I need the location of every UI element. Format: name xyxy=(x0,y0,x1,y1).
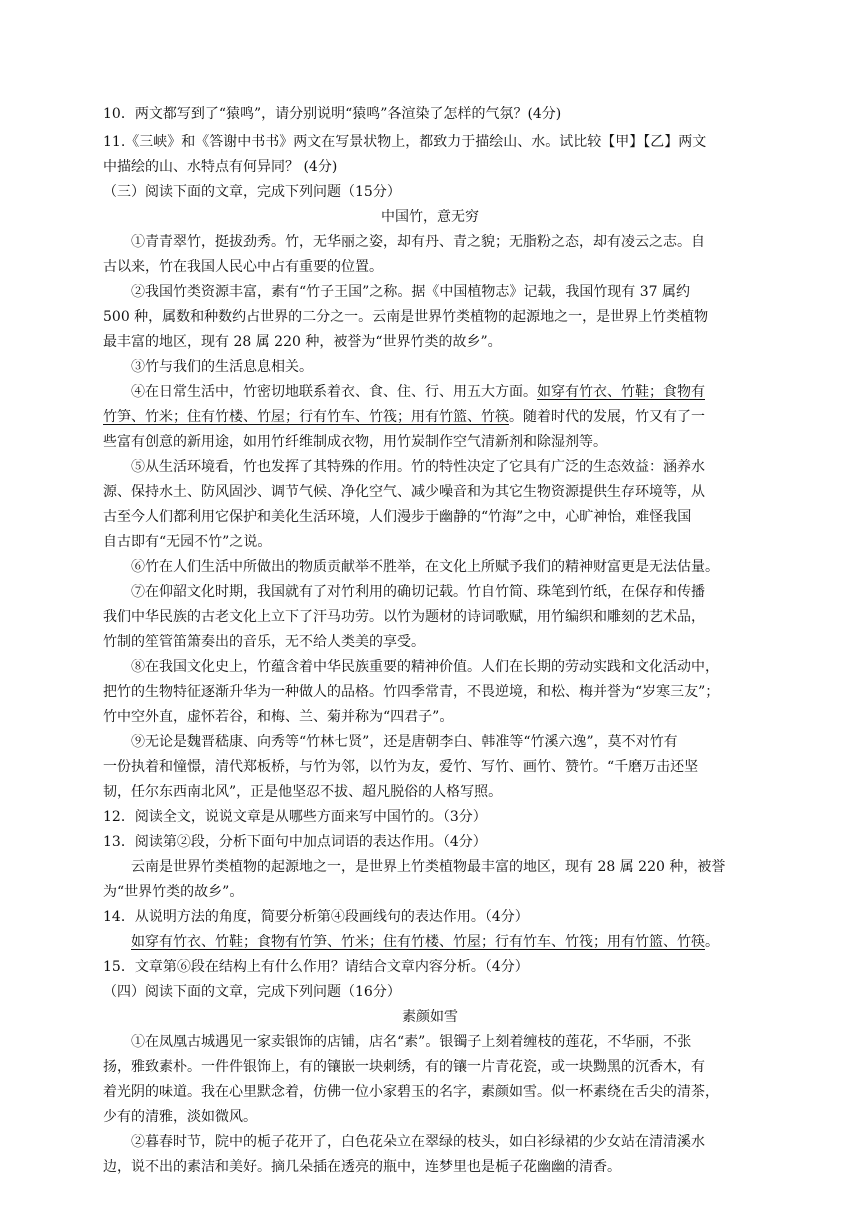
article-1-paragraph-9-cont: 韧，任尔东西南北风”，正是他坚忍不拔、超凡脱俗的人格写照。 xyxy=(103,784,503,800)
article-2-paragraph-2-cont: 边，说不出的素洁和美好。摘几朵插在透亮的瓶中，连梦里也是栀子花幽幽的清香。 xyxy=(103,1159,621,1175)
text-span: 500 种，属数和种数约占世界的二分之一。云南是世界竹类植物的起源地 xyxy=(103,309,555,325)
text-span: 云南是世界竹类植物的起源地 xyxy=(131,859,313,875)
article-1-paragraph-4-cont xyxy=(103,409,757,425)
article-2-title: 素颜如雪 xyxy=(402,1009,458,1025)
article-2-paragraph-1-cont: 着光阴的味道。我在心里默念着，仿佛一位小家碧玉的名字，素颜如雪。似一杯素绕在舌尖的清茶， xyxy=(103,1084,719,1100)
article-1-paragraph-7: ⑦在仰韶文化时期，我国就有了对竹利用的确切记载。竹自竹简、珠笔到竹纸，在保存和传播 xyxy=(131,584,705,600)
article-2-paragraph-2: ②暮春时节，院中的栀子花开了，白色花朵立在翠绿的枝头，如白衫绿裙的少女站在清清溪水 xyxy=(131,1134,705,1150)
text-span: ④在日常生活中，竹密切地联系着衣、食、住、行、用五大方面。 xyxy=(131,384,537,400)
article-1-paragraph-5-cont: 古至今人们都利用它保护和美化生活环境，人们漫步于幽静的“竹海”之中，心旷神怡，难怪我国 xyxy=(103,509,692,525)
question-15: 15．文章第⑥段在结构上有什么作用？请结合文章内容分析。（4分） xyxy=(103,959,529,975)
article-1-paragraph-7-cont: 竹制的笙管笛箫奏出的音乐，无不给人类美的享受。 xyxy=(103,634,425,650)
article-1-paragraph-3: ③竹与我们的生活息息相关。 xyxy=(131,359,313,375)
text-span: ，是世界上竹类植物 xyxy=(582,309,709,325)
text-span: ，是世界上竹类植物最丰富的地区，现有 28 属 220 种，被誉 xyxy=(341,859,726,875)
section-3-heading: （三）阅读下面的文章，完成下列问题（15分） xyxy=(103,184,401,200)
article-2-paragraph-1-cont: 扬，雅致素朴。一件件银饰上，有的镶嵌一块刺绣，有的镶一片青花瓷，或一块黝黑的沉香木，有 xyxy=(103,1059,705,1075)
article-1-paragraph-4 xyxy=(131,384,757,400)
article-1-paragraph-4-cont: 些富有创意的新用途，如用竹纤维制成衣物，用竹炭制作空气清新剂和除湿剂等。 xyxy=(103,434,607,450)
question-14: 14．从说明方法的角度，简要分析第④段画线句的表达作用。（4分） xyxy=(103,909,529,925)
article-1-paragraph-9-cont: 一份执着和憧憬，清代郑板桥，与竹为邻，以竹为友，爱竹、写竹、画竹、赞竹。“千磨万击还坚 xyxy=(103,759,699,775)
text-span: 。随着时代的发展，竹又有了一 xyxy=(509,409,705,425)
article-1-paragraph-1-cont: 古以来，竹在我国人民心中占有重要的位置。 xyxy=(103,259,383,275)
article-1-paragraph-6: ⑥竹在人们生活中所做出的物质贡献举不胜举，在文化上所赋予我们的精神财富更是无法估量。 xyxy=(131,559,719,575)
article-1-paragraph-8-cont: 把竹的生物特征逐渐升华为一种做人的品格。竹四季常青，不畏逆境，和松、梅并誉为“岁寒三友”； xyxy=(103,684,720,700)
question-14-quote xyxy=(131,934,757,950)
underlined-sentence: 如穿有竹衣、竹鞋；食物有 xyxy=(537,384,705,400)
underlined-sentence: 竹笋、竹米；住有竹楼、竹屋；行有竹车、竹筏；用有竹篮、竹筷 xyxy=(103,409,509,425)
article-1-paragraph-2-cont xyxy=(103,309,757,325)
article-2-paragraph-1: ①在凤凰古城遇见一家卖银饰的店铺，店名“素”。银镯子上刻着缠枝的莲花，不华丽，不张 xyxy=(131,1034,692,1050)
article-1-paragraph-2-cont: 最丰富的地区，现有 28 属 220 种，被誉为“世界竹类的故乡”。 xyxy=(103,334,502,350)
question-13-quote-cont: 为“世界竹类的故乡”。 xyxy=(103,884,244,900)
article-1-paragraph-5-cont: 自古即有“无园不竹”之说。 xyxy=(103,534,272,550)
underlined-sentence: 如穿有竹衣、竹鞋；食物有竹笋、竹米；住有竹楼、竹屋；行有竹车、竹筏；用有竹篮、竹筷 xyxy=(131,934,705,950)
emphasis-dotted-char: 一 xyxy=(327,859,341,875)
article-2-paragraph-1-cont: 少有的清雅，淡如微风。 xyxy=(103,1109,257,1125)
emphasis-dotted-char: 一 xyxy=(568,309,583,325)
emphasis-dotted-char: 之 xyxy=(554,309,569,325)
section-4-heading: （四）阅读下面的文章，完成下列问题（16分） xyxy=(103,984,401,1000)
article-1-paragraph-2: ②我国竹类资源丰富，素有“竹子王国”之称。据《中国植物志》记载，我国竹现有 37 属约 xyxy=(131,284,691,300)
article-1-paragraph-5-cont: 源、保持水土、防风固沙、调节气候、净化空气、减少噪音和为其它生物资源提供生存环境等，从 xyxy=(103,484,705,500)
question-12: 12．阅读全文，说说文章是从哪些方面来写中国竹的。（3分） xyxy=(103,809,487,825)
article-1-title: 中国竹，意无穷 xyxy=(381,209,479,225)
article-1-paragraph-1: ①青青翠竹，挺拔劲秀。竹，无华丽之姿，却有丹、青之貌；无脂粉之态，却有凌云之志。自 xyxy=(131,234,705,250)
question-11-line-2: 中描绘的山、水特点有何异同？ (4分) xyxy=(103,159,338,175)
article-1-paragraph-5: ⑤从生活环境看，竹也发挥了其特殊的作用。竹的特性决定了它具有广泛的生态效益：涵养水 xyxy=(131,459,705,475)
question-11-line-1: 11.《三峡》和《答谢中书书》两文在写景状物上，都致力于描绘山、水。试比较【甲】【乙】两文 xyxy=(103,134,707,150)
question-10: 10．两文都写到了“猿鸣”，请分别说明“猿鸣”各渲染了怎样的气氛？(4分) xyxy=(103,106,562,122)
text-span: 。 xyxy=(705,934,719,950)
article-1-paragraph-9: ⑨无论是魏晋嵇康、向秀等“竹林七贤”，还是唐朝李白、韩准等“竹溪六逸”，莫不对竹有 xyxy=(131,734,678,750)
question-13: 13．阅读第②段，分析下面句中加点词语的表达作用。（4分） xyxy=(103,834,487,850)
question-13-quote xyxy=(131,859,757,875)
emphasis-dotted-char: 之 xyxy=(313,859,327,875)
article-1-paragraph-8-cont: 竹中空外直，虚怀若谷，和梅、兰、菊并称为“四君子”。 xyxy=(103,709,454,725)
article-1-paragraph-8: ⑧在我国文化史上，竹蕴含着中华民族重要的精神价值。人们在长期的劳动实践和文化活动中， xyxy=(131,659,719,675)
article-1-paragraph-7-cont: 我们中华民族的古老文化上立下了汗马功劳。以竹为题材的诗词歌赋，用竹编织和雕刻的艺术品， xyxy=(103,609,705,625)
